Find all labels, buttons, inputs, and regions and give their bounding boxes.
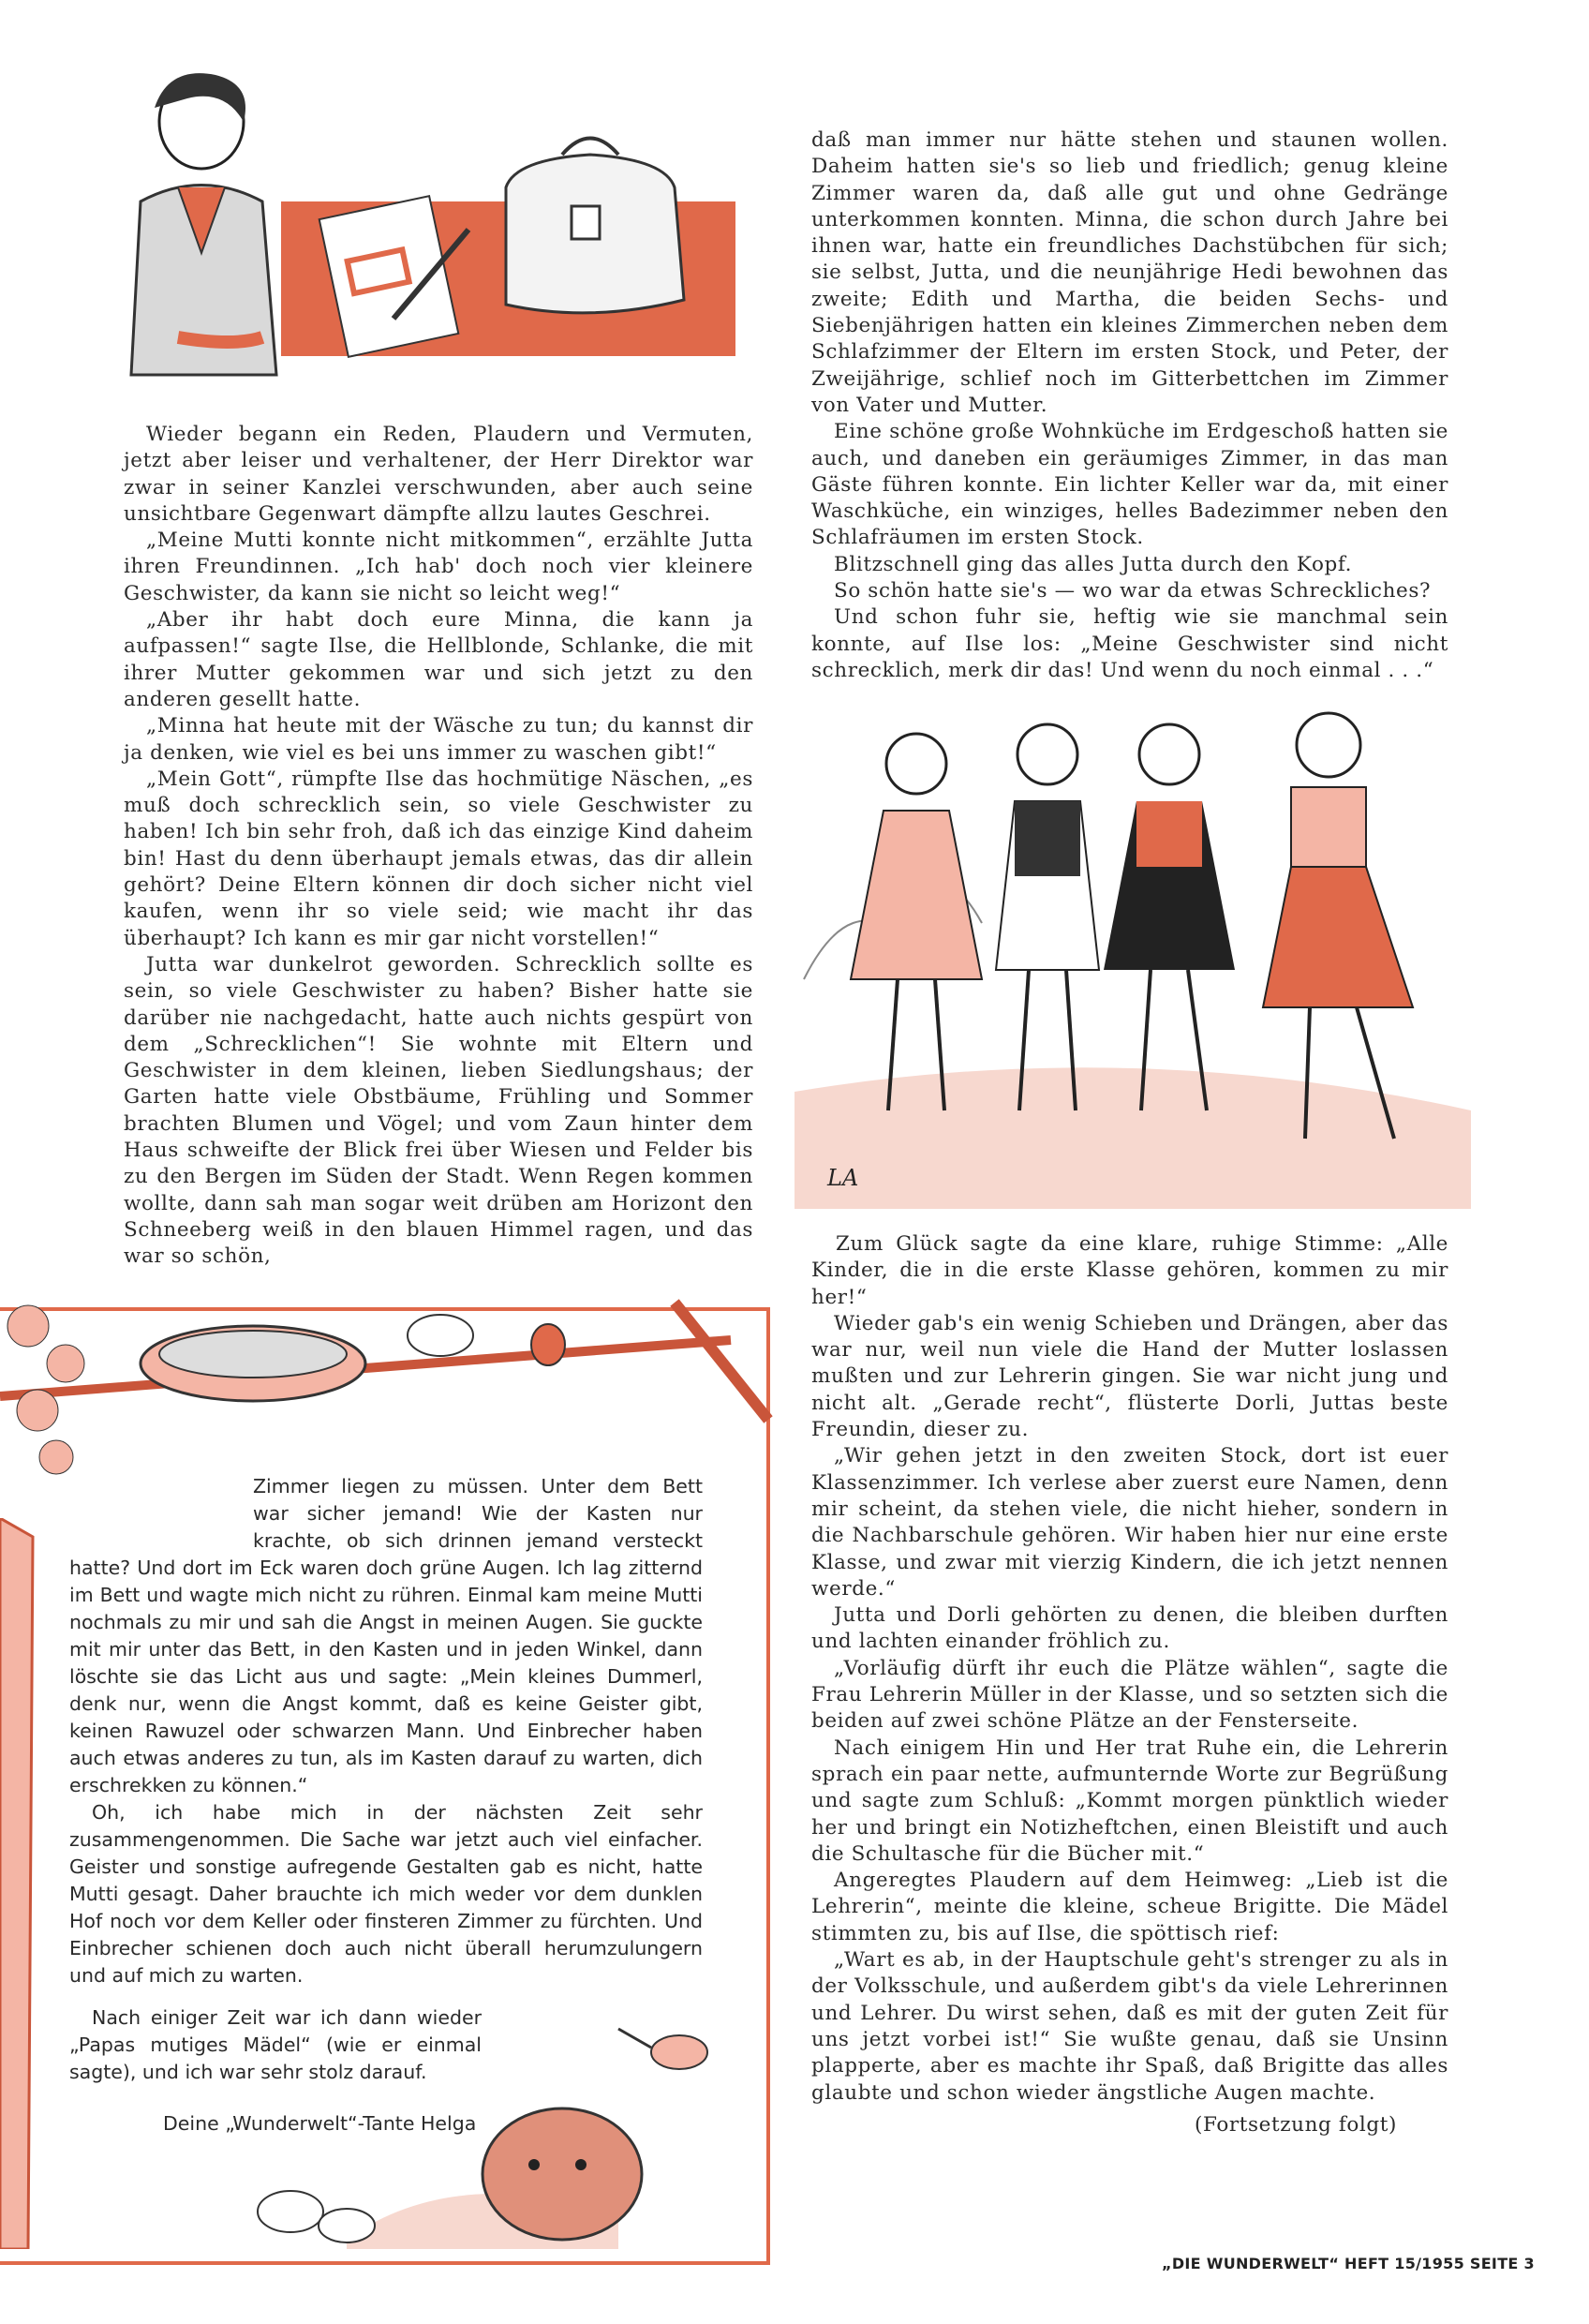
paragraph: „Aber ihr habt doch eure Minna, die kann ja aufpassen!“ sagte Ilse, die Hellblonde, Schlanke, die mit ihrer Mutter gekommen war und sich jetzt zu den anderen gesellt hatte. xyxy=(124,608,753,711)
paragraph: daß man immer nur hätte stehen und staunen wollen. Daheim hatten sie's so lieb und friedlich; genug kleine Zimmer waren da, daß alle gut und ohne Gedränge unterkommen konnten. Minna, die schon durch Jahre bei ihnen war, hatte ein freundliches Dachstübchen für sich; sie selbst, Jutta, und die neunjährige Hedi bewohnen das zweite; Edith und Martha, die beiden Sechs- und Siebenjährigen hatten ein kleines Zimmerchen neben dem Schlafzimmer der Eltern im ersten Stock, und Peter, der Zweijährige, schlief noch im Gitterbettchen im Zimmer von Vater und Mutter. xyxy=(811,128,1448,417)
paragraph: Zimmer liegen zu müssen. Unter dem Bett war sicher jemand! Wie der Kasten nur krachte, ob sich drinnen jemand versteckt hatte? Und dort im Eck waren doch grüne Augen. Ich lag zitternd im Bett und wagte mich nicht zu rühren. Einmal kam meine Mutti nochmals zu mir und sah die Angst in meinen Augen. Sie guckte mit mir unter das Bett, in den Kasten und in jeden Winkel, dann löschte sie das Licht aus und sagte: „Mein kleines Dummerl, denk nur, wenn die Angst kommt, daß es keine Geister gibt, keinen Rawuzel oder schwarzen Mann. Und Einbrecher haben auch etwas anderes zu tun, als im Kasten darauf zu warten, dich erschrekken zu können.“ xyxy=(69,1475,703,1796)
paragraph: „Mein Gott“, rümpfte Ilse das hochmütige Näschen, „es muß doch schrecklich sein, so viele Geschwister zu haben! Ich bin sehr froh, daß ich das einzige Kind daheim bin! Hast du denn überhaupt jemals etwas, das dir allein gehört? Deine Eltern können dir doch sicher nicht viel kaufen, wenn ihr so viele seid; wie macht ihr das überhaupt? Ich kann es mir gar nicht vorstellen!“ xyxy=(124,767,753,950)
teacher-illustration xyxy=(122,66,740,394)
paragraph: Jutta und Dorli gehörten zu denen, die bleiben durften und lachten einander fröhlich zu. xyxy=(811,1603,1448,1654)
paragraph: „Minna hat heute mit der Wäsche zu tun; du kannst dir ja denken, wie viel es bei uns immer zu waschen gibt!“ xyxy=(124,714,753,765)
paragraph: Wieder gab's ein wenig Schieben und Drängen, aber das war nur, weil nun viele die Hand der Mutter loslassen mußten und zur Lehrerin gingen. Sie war nicht jung und nicht alt. „Gerade recht“, flüsterte Dorli, Juttas beste Freundin, dieser zu. xyxy=(811,1311,1448,1442)
article-column-right-top xyxy=(811,127,1448,684)
paragraph: Blitzschnell ging das alles Jutta durch den Kopf. xyxy=(834,552,1353,576)
continuation-note: (Fortsetzung folgt) xyxy=(1195,2112,1397,2137)
school-bag-icon xyxy=(506,139,684,313)
girl-figure xyxy=(851,734,982,1110)
paragraph: So schön hatte sie's — wo war da etwas Schreckliches? xyxy=(834,579,1432,603)
paragraph: „Vorläufig dürft ihr euch die Plätze wählen“, sagte die Frau Lehrerin Müller in der Klasse, und so setzten sich die beiden auf zwei schöne Plätze an der Fensterseite. xyxy=(811,1656,1448,1734)
page-footer: „DIE WUNDERWELT“ HEFT 15/1955 SEITE 3 xyxy=(1162,2255,1535,2272)
paragraph: Angeregtes Plaudern auf dem Heimweg: „Lieb ist die Lehrerin“, meinte die kleine, scheue Brigitte. Die Mädel stimmten zu, bis auf Ilse, die spöttisch rief: xyxy=(811,1869,1448,1945)
paragraph: Zum Glück sagte da eine klare, ruhige Stimme: „Alle Kinder, die in die erste Klasse gehören, kommen zu mir her!“ xyxy=(811,1232,1448,1309)
paragraph: Nach einiger Zeit war ich dann wieder „Papas mutiges Mädel“ (wie er einmal sagte), und ich war sehr stolz darauf. xyxy=(69,2006,482,2083)
article-column-left xyxy=(124,422,753,1271)
bird-icon xyxy=(618,2029,707,2069)
animals-illustration xyxy=(206,2005,768,2249)
mouse-icon xyxy=(258,2191,375,2242)
paragraph: Nach einigem Hin und Her trat Ruhe ein, die Lehrerin sprach ein paar nette, aufmunternde Worte zur Begrüßung und sagte zum Schluß: „Kommt morgen pünktlich wieder her und bringt ein Notizheftchen, einen Bleistift und auch die Schultasche für die Bücher mit.“ xyxy=(811,1736,1448,1866)
signature: Deine „Wunderwelt“-Tante Helga xyxy=(163,2112,477,2135)
robin-icon xyxy=(531,1324,565,1365)
paragraph: Wieder begann ein Reden, Plaudern und Vermuten, jetzt aber leiser und verhaltener, der Herr Direktor war zwar in seiner Kanzlei verschwunden, aber auch seine unsichtbare Gegenwart dämpfte allzu lautes Geschrei. xyxy=(124,423,753,526)
paragraph: Oh, ich habe mich in der nächsten Zeit sehr zusammengenommen. Die Sache war jetzt auch viel einfacher. Geister und sonstige aufregende Gestalten gab es nicht, hatte Mutti gesagt. Daher brauchte ich mich weder vor dem dunklen Hof noch vor dem Keller oder finsteren Zimmer zu fürchten. Und Einbrecher schienen doch auch nicht überall herumzulungern und auf mich zu warten. xyxy=(69,1801,703,1987)
paragraph: „Meine Mutti konnte nicht mitkommen“, erzählte Jutta ihren Freundinnen. „Ich hab' doch noch vier kleinere Geschwister, da kann sie nicht so leicht weg!“ xyxy=(124,529,753,605)
paragraph: Eine schöne große Wohnküche im Erdgeschoß hatten sie auch, und daneben ein geräumiges Zimmer, in das man Gäste führen konnte. Ein lichter Keller war da, mit einer Waschküche, ein winziges, helles Badezimmer neben den Schlafräumen im ersten Stock. xyxy=(811,420,1448,550)
paragraph: Und schon fuhr sie, heftig wie sie manchmal sein konnte, auf Ilse los: „Meine Geschwister sind nicht schrecklich, merk dir das! Und wenn du noch einmal . . .“ xyxy=(811,605,1448,682)
girls-walking-illustration xyxy=(794,698,1471,1209)
teacher-figure xyxy=(131,73,276,375)
girl-figure xyxy=(1104,724,1235,1110)
girl-figure xyxy=(996,724,1099,1110)
paragraph: „Wart es ab, in der Hauptschule geht's strenger zu als in der Volksschule, und außerdem gibt's da viele Lehrerinnen und Lehrer. Du wirst sehen, daß es mit der guten Zeit für uns jetzt vorbei ist!“ Sie wußte genau, daß sie Unsinn plapperte, aber es machte ihr Spaß, daß Brigitte das alles glaubte und schon wieder ängstliche Augen machte. xyxy=(811,1948,1448,2105)
hamster-icon xyxy=(483,2108,642,2240)
paragraph: „Wir gehen jetzt in den zweiten Stock, dort ist euer Klassenzimmer. Ich verlese aber zuerst eure Namen, denn mir scheint, da stehen viele, die nicht hieher, sondern in die Nachbarschule gehören. Wir haben hier nur eine erste Klasse, und zwar mit vierzig Kindern, die ich jetzt nennen werde.“ xyxy=(811,1444,1448,1601)
dove-icon xyxy=(408,1315,473,1356)
ribbon-illustration xyxy=(0,1518,47,2249)
girl-figure xyxy=(1263,713,1413,1139)
sieve-rake-illustration xyxy=(0,1289,778,1476)
paragraph: Jutta war dunkelrot geworden. Schrecklich sollte es sein, so viele Geschwister zu haben? Bisher hatte sie darüber nie nachgedacht, hatte auch nichts gespürt von dem „Schrecklichen“! Sie wohnte mit Eltern und Geschwister in dem kleinen, lieben Siedlungshaus; der Garten hatte viele Obstbäume, Frühling und Sommer brachten Blumen und Vögel; und vom Zaun hinter dem Haus schweifte der Blick frei über Wiesen und Felder bis zu den Bergen im Süden der Stadt. Wenn Regen kommen wollte, dann sah man sogar weit drüben am Horizont den Schneeberg weiß in den blauen Himmel ragen, und das war so schön, xyxy=(124,952,753,1269)
article-column-right-bottom xyxy=(811,1231,1448,2138)
artist-mark: LA xyxy=(827,1165,859,1191)
